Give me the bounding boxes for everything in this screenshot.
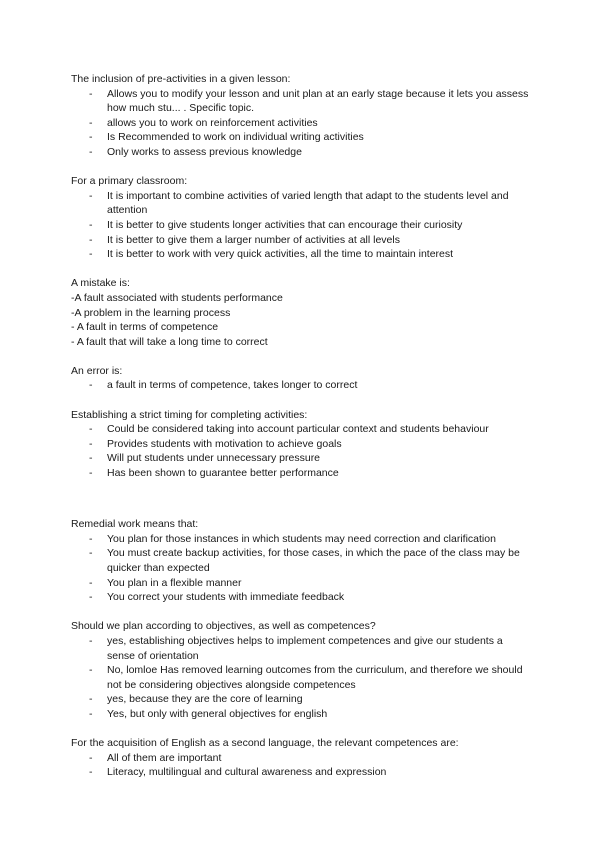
question-block-6 <box>71 517 531 605</box>
answer-item: - Literacy, multilingual and cultural awareness and expression <box>71 765 531 780</box>
answer-list <box>71 532 531 605</box>
answer-item: - You correct your students with immediate feedback <box>71 590 531 605</box>
answer-item: - Provides students with motivation to achieve goals <box>71 437 531 452</box>
answer-list <box>71 751 531 780</box>
answer-item: - All of them are important <box>71 751 531 766</box>
answer-item: - You plan for those instances in which students may need correction and clarification <box>71 532 531 547</box>
answer-item: - Yes, but only with general objectives for english <box>71 707 531 722</box>
answer-item: - Will put students under unnecessary pressure <box>71 451 531 466</box>
question-text: Should we plan according to objectives, as well as competences? <box>71 620 376 633</box>
question-text: Remedial work means that: <box>71 518 199 531</box>
question-text: For a primary classroom: <box>71 175 188 188</box>
answer-item: - allows you to work on reinforcement activities <box>71 116 531 131</box>
answer-item: - You plan in a flexible manner <box>71 576 531 591</box>
answer-item: - Is Recommended to work on individual writing activities <box>71 130 531 145</box>
question-block-5 <box>71 408 531 481</box>
answer-list <box>71 189 531 262</box>
answer-item: - No, lomloe Has removed learning outcomes from the curriculum, and therefore we should not be considering objectives alongside competences <box>71 663 531 692</box>
answer-line: -A problem in the learning process <box>71 306 231 319</box>
answer-list <box>71 634 531 722</box>
question-block-2 <box>71 174 531 262</box>
answer-list <box>71 378 531 393</box>
answer-item: - a fault in terms of competence, takes longer to correct <box>71 378 531 393</box>
answer-item: - It is important to combine activities of varied length that adapt to the students level and attention <box>71 189 531 218</box>
answer-item: - yes, establishing objectives helps to implement competences and give our students a sense of orientation <box>71 634 531 663</box>
answer-item: - You must create backup activities, for those cases, in which the pace of the class may be quicker than expected <box>71 546 531 575</box>
answer-item: - It is better to give students longer activities that can encourage their curiosity <box>71 218 531 233</box>
answer-line: - A fault that will take a long time to correct <box>71 335 268 348</box>
answer-line: - A fault in terms of competence <box>71 321 219 334</box>
question-text: Establishing a strict timing for completing activities: <box>71 408 308 421</box>
question-block-8 <box>71 736 531 780</box>
answer-item: - Has been shown to guarantee better performance <box>71 466 531 481</box>
question-block-4 <box>71 364 531 393</box>
question-block-1 <box>71 72 531 160</box>
answer-item: - yes, because they are the core of learning <box>71 692 531 707</box>
question-block-7 <box>71 619 531 721</box>
answer-list <box>71 87 531 160</box>
question-text: An error is: <box>71 364 123 377</box>
question-text: A mistake is: <box>71 277 130 290</box>
answer-line: -A fault associated with students performance <box>71 291 283 304</box>
question-text: For the acquisition of English as a second language, the relevant competences are: <box>71 737 459 750</box>
question-block-3 <box>71 276 531 349</box>
answer-item: - Could be considered taking into account particular context and students behaviour <box>71 422 531 437</box>
document-page <box>71 72 531 780</box>
answer-list <box>71 422 531 480</box>
question-text: The inclusion of pre-activities in a given lesson: <box>71 73 291 85</box>
answer-item: - Allows you to modify your lesson and unit plan at an early stage because it lets you assess how much stu... . Specific topic. <box>71 87 531 116</box>
answer-item: - Only works to assess previous knowledge <box>71 145 531 160</box>
answer-item: - It is better to give them a larger number of activities at all levels <box>71 233 531 248</box>
answer-item: - It is better to work with very quick activities, all the time to maintain interest <box>71 247 531 262</box>
